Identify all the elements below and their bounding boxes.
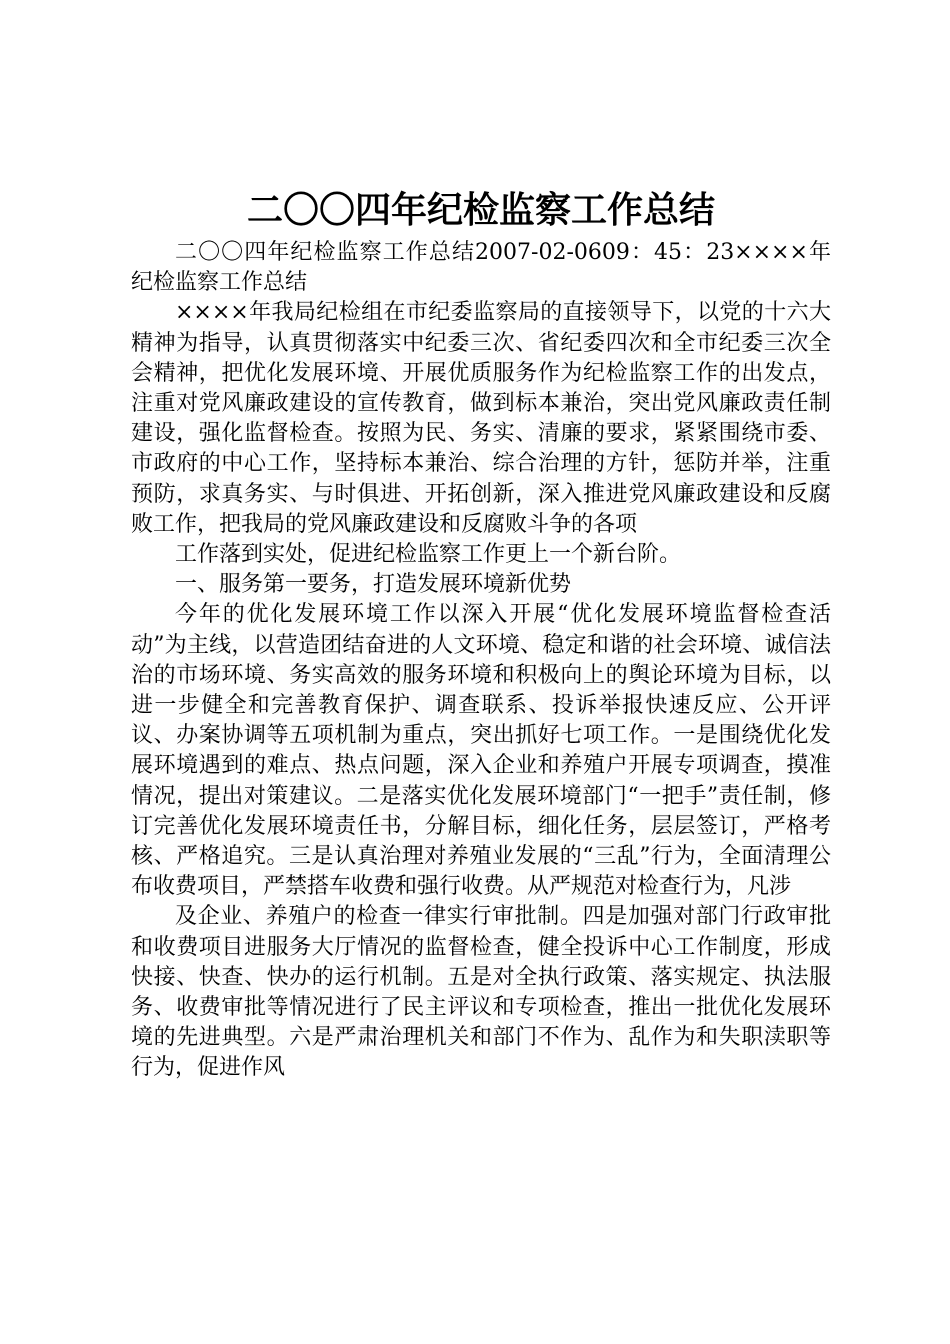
paragraph-header-line: 二〇〇四年纪检监察工作总结2007-02-0609：45：23××××年纪检监察工作总结 bbox=[131, 240, 831, 296]
section-heading-1: 一、服务第一要务，打造发展环境新优势 bbox=[175, 572, 572, 598]
paragraph-intro-cont: 工作落到实处，促进纪检监察工作更上一个新台阶。 bbox=[175, 542, 682, 568]
paragraph-intro: ××××年我局纪检组在市纪委监察局的直接领导下，以党的十六大精神为指导，认真贯彻落实中纪委三次、省纪委四次和全市纪委三次全会精神，把优化发展环境、开展优质服务作为纪检监察工作的出发点，注重对党风廉政建设的宣传教育，做到标本兼治，突出党风廉政责任制建设，强化监督检查。按照为民、务实、清廉的要求，紧紧围绕市委、市政府的中心工作，坚持标本兼治、综合治理的方针，惩防并举，注重预防，求真务实、与时俱进、开拓创新，深入推进党风廉政建设和反腐败工作，把我局的党风廉政建设和反腐败斗争的各项 bbox=[131, 300, 831, 537]
page-title: 二〇〇四年纪检监察工作总结 bbox=[246, 189, 715, 231]
document-page bbox=[131, 188, 831, 1084]
document-body bbox=[131, 238, 831, 1084]
paragraph-section-1-cont: 及企业、养殖户的检查一律实行审批制。四是加强对部门行政审批和收费项目进服务大厅情况的监督检查，健全投诉中心工作制度，形成快接、快查、快办的运行机制。五是对全执行政策、落实规定、执法服务、收费审批等情况进行了民主评议和专项检查，推出一批优化发展环境的先进典型。六是严肃治理机关和部门不作为、乱作为和失职渎职等行为，促进作风 bbox=[131, 904, 831, 1081]
paragraph-section-1: 今年的优化发展环境工作以深入开展“优化发展环境监督检查活动”为主线，以营造团结奋进的人文环境、稳定和谐的社会环境、诚信法治的市场环境、务实高效的服务环境和积极向上的舆论环境为目标，以进一步健全和完善教育保护、调查联系、投诉举报快速反应、公开评议、办案协调等五项机制为重点，突出抓好七项工作。一是围绕优化发展环境遇到的难点、热点问题，深入企业和养殖户开展专项调查，摸准情况，提出对策建议。二是落实优化发展环境部门“一把手”责任制，修订完善优化发展环境责任书，分解目标，细化任务，层层签订，严格考核、严格追究。三是认真治理对养殖业发展的“三乱”行为，全面清理公布收费项目，严禁搭车收费和强行收费。从严规范对检查行为，凡涉 bbox=[131, 602, 831, 900]
